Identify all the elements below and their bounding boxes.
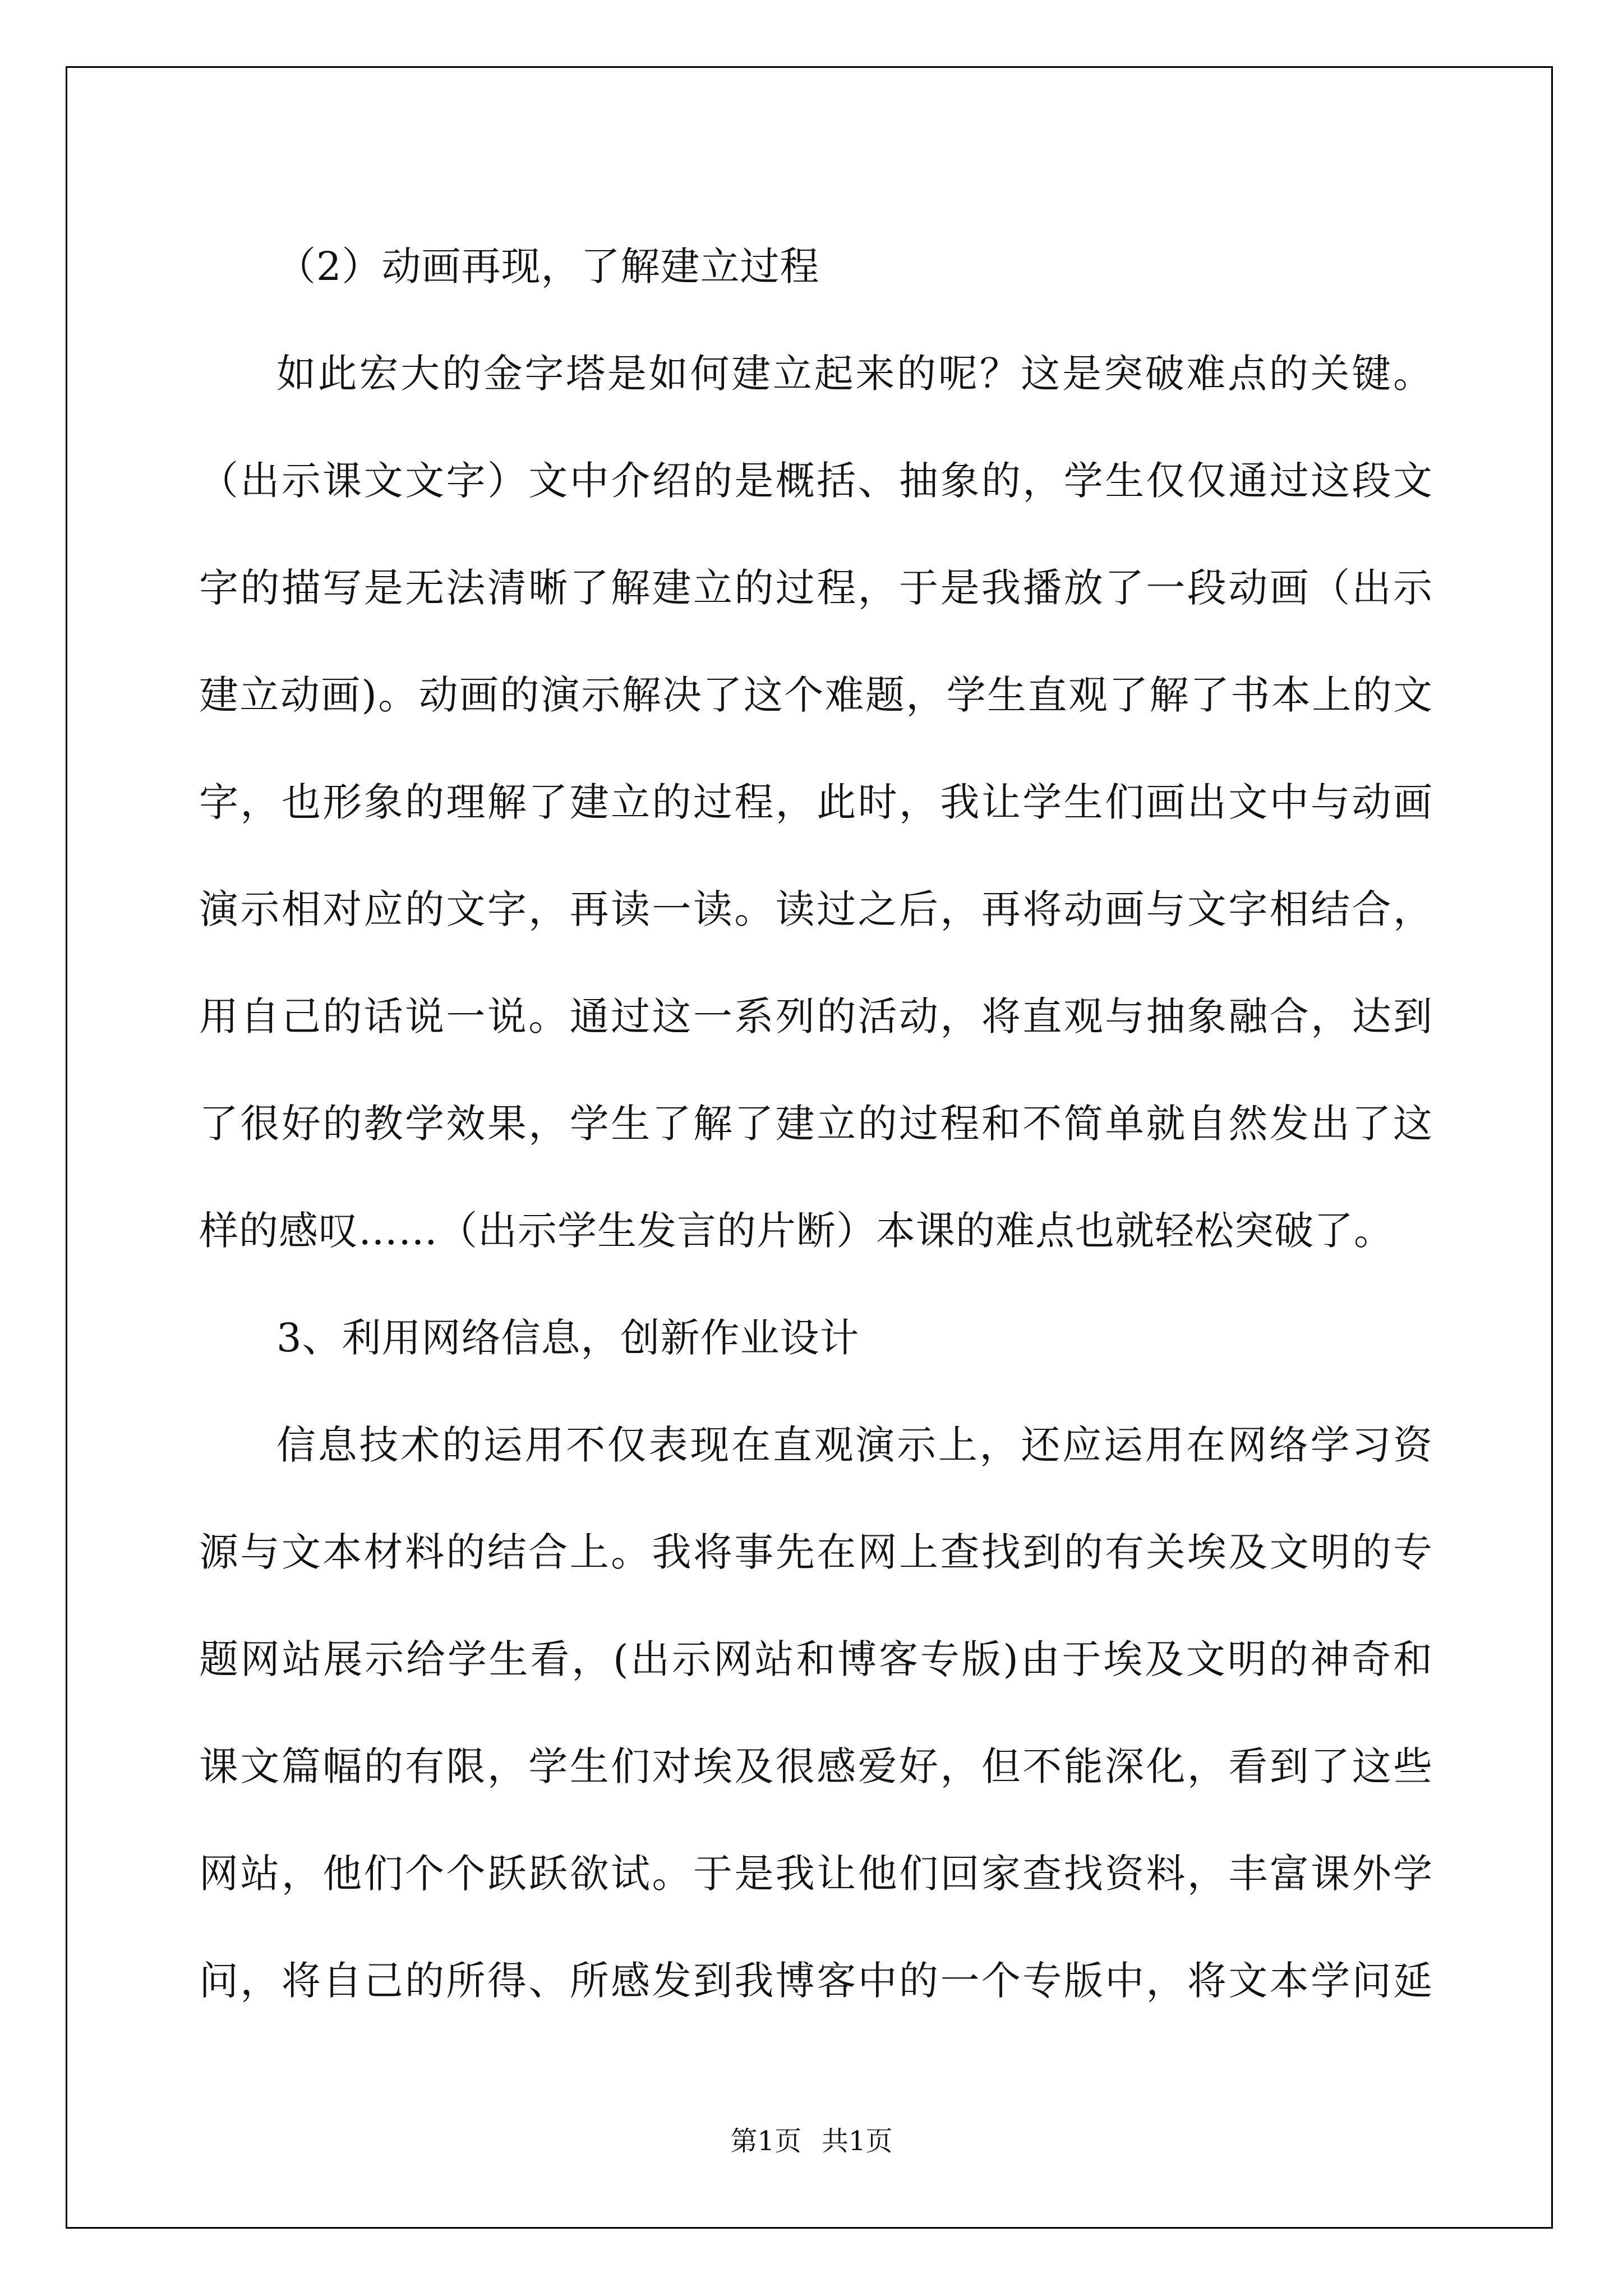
- text-line: 建立动画)。动画的演示解决了这个难题，学生直观了解了书本上的文: [199, 672, 1433, 718]
- document-body: [199, 213, 1433, 2035]
- text-line: 字的描写是无法清晰了解建立的过程，于是我播放了一段动画（出示: [199, 565, 1433, 611]
- heading-line: （2）动画再现，了解建立过程: [276, 243, 820, 289]
- text-line: 问，将自己的所得、所感发到我博客中的一个专版中，将文本学问延: [199, 1958, 1433, 2004]
- text-line: 了很好的教学效果，学生了解了建立的过程和不简单就自然发出了这: [199, 1101, 1433, 1147]
- text-line: 用自己的话说一说。通过这一系列的活动，将直观与抽象融合，达到: [199, 993, 1433, 1039]
- text-line: 课文篇幅的有限，学生们对埃及很感爱好，但不能深化，看到了这些: [199, 1743, 1433, 1789]
- text-line: 题网站展示给学生看，(出示网站和博客专版)由于埃及文明的神奇和: [199, 1636, 1433, 1682]
- text-line: 字，也形象的理解了建立的过程，此时，我让学生们画出文中与动画: [199, 779, 1433, 825]
- page-number: 第1页: [730, 2125, 801, 2157]
- text-line: 信息技术的运用不仅表现在直观演示上，还应运用在网络学习资: [276, 1422, 1433, 1468]
- page-total: 共1页: [822, 2125, 893, 2157]
- text-line: （出示课文文字）文中介绍的是概括、抽象的，学生仅仅通过这段文: [199, 458, 1433, 504]
- heading-line: 3、利用网络信息，创新作业设计: [276, 1315, 860, 1361]
- page-footer: [0, 2119, 1623, 2158]
- text-line: 源与文本材料的结合上。我将事先在网上查找到的有关埃及文明的专: [199, 1529, 1433, 1575]
- text-line: 演示相对应的文字，再读一读。读过之后，再将动画与文字相结合，: [199, 886, 1433, 932]
- text-line: 样的感叹……（出示学生发言的片断）本课的难点也就轻松突破了。: [199, 1208, 1394, 1254]
- text-line: 如此宏大的金字塔是如何建立起来的呢？这是突破难点的关键。: [276, 351, 1433, 397]
- text-line: 网站，他们个个跃跃欲试。于是我让他们回家查找资料，丰富课外学: [199, 1851, 1433, 1897]
